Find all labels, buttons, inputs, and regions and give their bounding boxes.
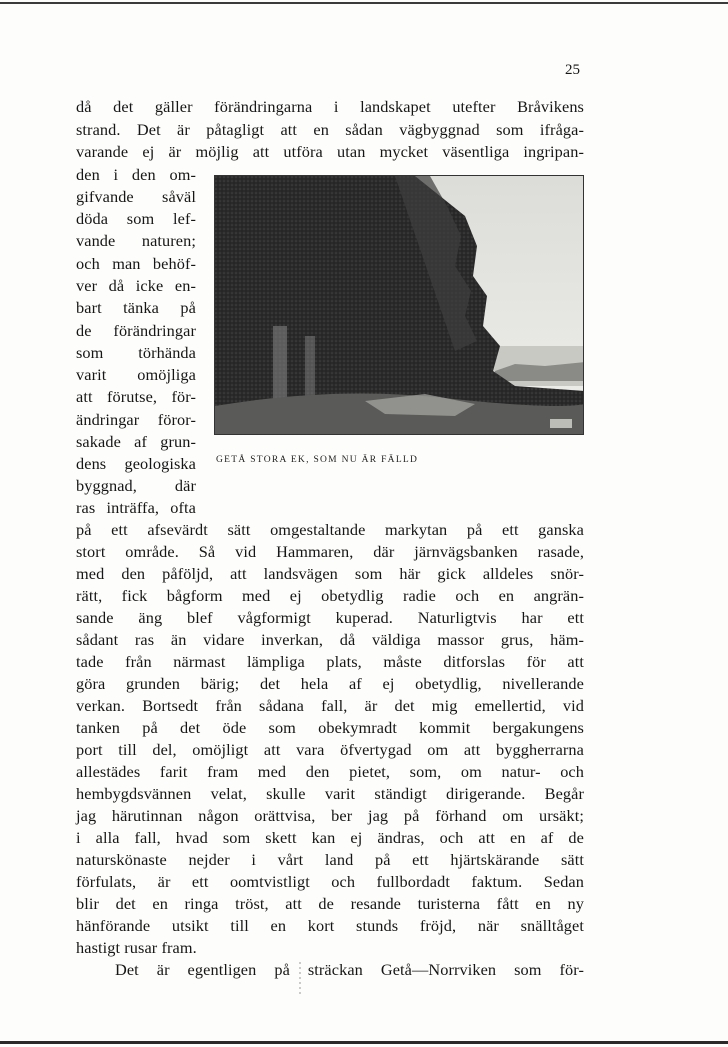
text-line: ändringar föror- (76, 410, 196, 429)
text-line: döda som lef- (76, 209, 196, 228)
text-line: de förändringar (76, 321, 196, 340)
text-line: då det gäller förändringarna i landskapet utefter Bråvikens (76, 97, 584, 116)
text-line: tade från närmast lämpliga plats, måste ditforslas för att (76, 652, 584, 671)
text-line: stort område. Så vid Hammaren, där järnvägsbanken rasade, (76, 542, 584, 561)
text-line: och man behöf- (76, 254, 196, 273)
text-line: varit omöjliga (76, 365, 196, 384)
text-line: gifvande såväl (76, 187, 196, 206)
text-line: förfulats, är ett oomtvistligt och fullbordadt faktum. Sedan (76, 872, 584, 891)
text-line: med den påföljd, att landsvägen som här gick alldeles snör- (76, 564, 584, 583)
text-line: ver då icke en- (76, 276, 196, 295)
text-line: blir det en ringa tröst, att de resande turisterna fått en ny (76, 894, 584, 913)
margin-mark (299, 962, 301, 996)
text-line: på ett afsevärdt sätt omgestaltande markytan på ett ganska (76, 520, 584, 539)
top-scan-rule (0, 2, 728, 4)
text-line: rätt, fick bågform med ej obetydlig radie och en angrän- (76, 586, 584, 605)
text-line: port till del, omöjligt att vara öfvertygad om att byggherrarna (76, 740, 584, 759)
text-line: att förutse, för- (76, 387, 196, 406)
text-line: byggnad, där (76, 476, 196, 495)
photo-signature (550, 419, 572, 428)
text-line: hembygdsvännen velat, skulle varit ständigt dirigerande. Begår (76, 784, 584, 803)
tree-photograph (214, 175, 584, 435)
bottom-scan-rule (0, 1041, 728, 1044)
text-line: hastigt rusar fram. (76, 938, 197, 957)
text-line: i alla fall, hvad som skett kan ej ändras, och att en af de (76, 828, 584, 847)
text-line: dens geologiska (76, 454, 196, 473)
text-line: göra grunden bärig; det hela af ej obetydlig, nivellerande (76, 674, 584, 693)
text-line: den i den om- (76, 165, 196, 184)
page-number: 25 (565, 62, 580, 78)
text-line: varande ej är möjlig att utföra utan mycket väsentliga ingripan- (76, 142, 584, 161)
figure-caption (214, 455, 584, 465)
text-line: ras inträffa, ofta (76, 498, 196, 517)
caption-text: GETÅ STORA EK, SOM NU ÄR FÄLLD (216, 455, 419, 465)
text-line: naturskönaste nejder i vårt land på ett hjärtskärande sätt (76, 850, 584, 869)
text-line: tanken på det öde som obekymradt kommit bergakungens (76, 718, 584, 737)
text-line: sakade af grun- (76, 432, 196, 451)
text-line: bart tänka på (76, 298, 196, 317)
text-line: allestädes farit fram med den pietet, som, om natur- och (76, 762, 584, 781)
text-line: vande naturen; (76, 231, 196, 250)
text-line: hänförande utsikt till en kort stunds fröjd, när snälltåget (76, 916, 584, 935)
text-line: sådant ras än vidare inverkan, då väldiga massor grus, häm- (76, 630, 584, 649)
text-line: strand. Det är påtagligt att en sådan vägbyggnad som ifråga- (76, 120, 584, 139)
text-line: Det är egentligen på sträckan Getå—Norrviken som för- (115, 960, 584, 979)
text-line: verkan. Bortsedt från sådana fall, är det mig emellertid, vid (76, 696, 584, 715)
text-line: sande äng blef vågformigt kuperad. Naturligtvis har ett (76, 608, 584, 627)
text-line: som törhända (76, 343, 196, 362)
text-line: jag härutinnan någon orättvisa, ber jag på förhand om ursäkt; (76, 806, 584, 825)
oak-trunk (273, 326, 287, 406)
photo-image (215, 176, 584, 435)
